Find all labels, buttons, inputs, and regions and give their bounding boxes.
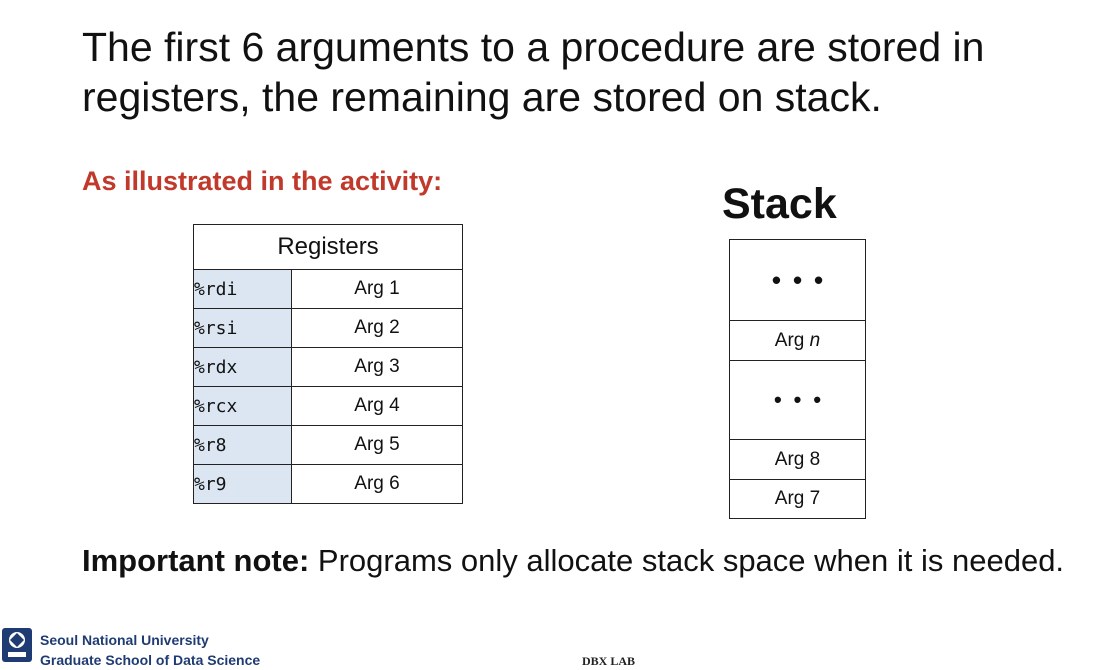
footer-institution <box>40 630 260 670</box>
stack-cell-arg-n <box>730 320 865 360</box>
lab-name: DBX LAB <box>582 654 636 668</box>
ellipsis-dots: ••• <box>771 264 836 295</box>
register-arg: Arg 5 <box>292 426 463 465</box>
stack-cell-arg-8 <box>730 439 865 479</box>
table-row <box>194 465 463 504</box>
table-row <box>194 387 463 426</box>
table-row <box>194 309 463 348</box>
table-row <box>194 426 463 465</box>
register-arg: Arg 4 <box>292 387 463 426</box>
register-name: %rcx <box>194 387 292 426</box>
registers-header: Registers <box>194 225 463 270</box>
stack-heading: Stack <box>722 180 837 228</box>
stack-cell-ellipsis-top <box>730 240 865 320</box>
register-arg: Arg 6 <box>292 465 463 504</box>
registers-table <box>193 224 463 504</box>
table-row <box>194 270 463 309</box>
register-arg: Arg 2 <box>292 309 463 348</box>
note-text: Programs only allocate stack space when it is needed. <box>309 543 1065 578</box>
snu-emblem-icon <box>0 622 36 666</box>
stack-cell-ellipsis-middle <box>730 360 865 439</box>
activity-subtitle: As illustrated in the activity: <box>82 166 443 196</box>
register-arg: Arg 3 <box>292 348 463 387</box>
stack-cell-arg-7 <box>730 479 865 518</box>
slide-title: The first 6 arguments to a procedure are stored in registers, the remaining are stored on stack. <box>82 24 985 120</box>
register-name: %rsi <box>194 309 292 348</box>
stack-cell-label: Arg <box>774 329 810 351</box>
ellipsis-dots: ••• <box>773 387 834 412</box>
stack-cell-variable: n <box>809 329 821 351</box>
stack-cell-label: Arg 7 <box>774 488 821 509</box>
register-name: %rdi <box>194 270 292 309</box>
university-name: Seoul National University <box>40 632 209 648</box>
table-row <box>194 348 463 387</box>
register-name: %r9 <box>194 465 292 504</box>
stack-diagram <box>729 239 866 519</box>
stack-cell-label: Arg 8 <box>774 448 821 470</box>
register-name: %rdx <box>194 348 292 387</box>
note-label: Important note: <box>82 543 310 578</box>
register-name: %r8 <box>194 426 292 465</box>
register-arg: Arg 1 <box>292 270 463 309</box>
school-name: Graduate School of Data Science <box>40 652 261 668</box>
important-note <box>82 538 1092 584</box>
